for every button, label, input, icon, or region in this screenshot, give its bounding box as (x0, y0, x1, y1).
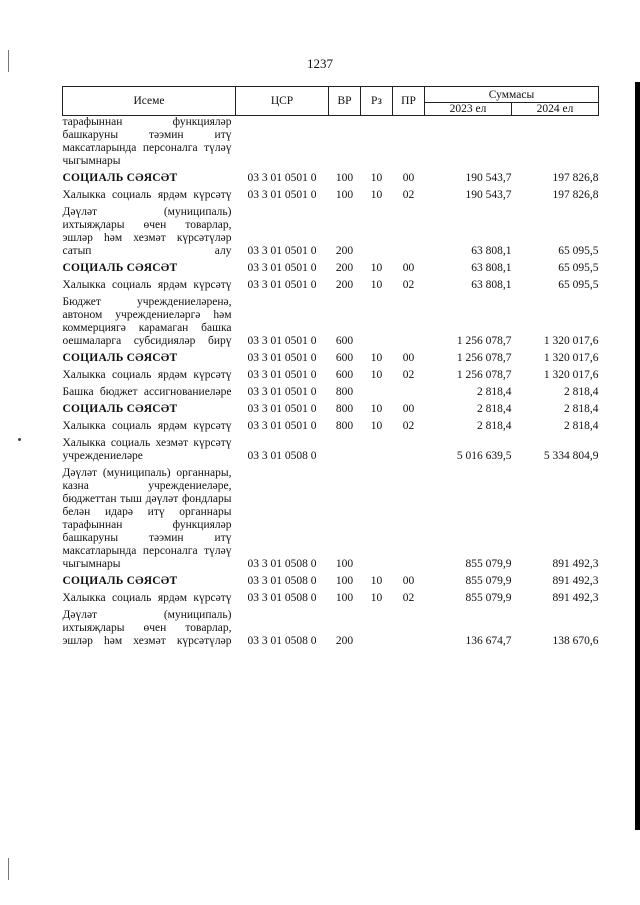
row-vr: 600 (335, 369, 354, 381)
header-year-2024: 2024 ел (512, 103, 599, 116)
row-vr: 100 (335, 558, 354, 570)
scan-edge-mark-top (8, 50, 9, 72)
row-pr (393, 386, 425, 403)
row-csr: 03 3 01 0508 0 (247, 450, 317, 462)
row-vr: 200 (335, 279, 354, 291)
row-sum-2024: 2 818,4 (564, 403, 599, 415)
row-sum-2023: 190 543,7 (465, 189, 512, 201)
row-pr: 02 (402, 369, 415, 381)
row-sum-2024: 891 492,3 (552, 592, 599, 604)
row-csr (236, 116, 329, 173)
row-sum-2023: 855 079,9 (465, 558, 512, 570)
row-csr: 03 3 01 0501 0 (247, 189, 317, 201)
scan-edge-mark-bottom (8, 858, 9, 880)
row-rz (361, 437, 393, 467)
row-rz: 10 (370, 172, 383, 184)
row-sum-2023: 1 256 078,7 (456, 335, 512, 347)
table-row (63, 403, 599, 420)
budget-table (62, 86, 599, 652)
row-csr: 03 3 01 0501 0 (247, 335, 317, 347)
row-name: СОЦИАЛЬ СӘЯСӘТ (62, 352, 178, 364)
row-vr (329, 116, 361, 173)
table-body (63, 116, 599, 653)
row-sum-2024: 2 818,4 (564, 420, 599, 432)
row-vr: 600 (335, 352, 354, 364)
row-pr: 00 (402, 575, 415, 587)
row-name: СОЦИАЛЬ СӘЯСӘТ (62, 172, 178, 184)
table-row (63, 262, 599, 279)
row-vr: 200 (335, 262, 354, 274)
page-number: 1237 (307, 56, 333, 71)
row-csr: 03 3 01 0501 0 (247, 352, 317, 364)
row-pr (393, 609, 425, 652)
table-row (63, 352, 599, 369)
row-name: СОЦИАЛЬ СӘЯСӘТ (62, 262, 178, 274)
table-row (63, 609, 599, 652)
table-row (63, 116, 599, 173)
row-pr (393, 467, 425, 575)
table-row (63, 206, 599, 262)
row-sum-2023: 63 808,1 (471, 262, 512, 274)
row-vr: 100 (335, 189, 354, 201)
row-name: Халыкка социаль ярдәм күрсәтү (62, 189, 232, 201)
row-sum-2023: 2 818,4 (477, 386, 512, 398)
row-rz: 10 (370, 352, 383, 364)
row-sum-2024: 1 320 017,6 (543, 335, 599, 347)
row-vr: 100 (335, 575, 354, 587)
row-vr: 800 (335, 403, 354, 415)
row-rz: 10 (370, 369, 383, 381)
scan-edge-bar (635, 82, 640, 830)
table-row (63, 369, 599, 386)
table-header (63, 87, 599, 116)
row-name: СОЦИАЛЬ СӘЯСӘТ (62, 575, 178, 587)
row-name: Халыкка социаль ярдәм күрсәтү (62, 420, 232, 432)
row-sum-2023: 855 079,9 (465, 575, 512, 587)
table-row (63, 437, 599, 467)
row-vr: 800 (335, 420, 354, 432)
table-row (63, 575, 599, 592)
row-pr: 00 (402, 262, 415, 274)
row-sum-2024: 197 826,8 (552, 172, 599, 184)
row-name: тарафыннан функцияләр башкаруны тәэмин итү максатларында персоналга түләү чыгымнары (62, 116, 232, 167)
table-row (63, 592, 599, 609)
row-csr: 03 3 01 0501 0 (247, 262, 317, 274)
row-rz: 10 (370, 592, 383, 604)
row-pr (393, 116, 425, 173)
row-vr: 100 (335, 172, 354, 184)
row-sum-2023: 1 256 078,7 (456, 369, 512, 381)
row-pr: 02 (402, 420, 415, 432)
row-sum-2024: 891 492,3 (552, 558, 599, 570)
row-pr: 00 (402, 352, 415, 364)
row-csr: 03 3 01 0508 0 (247, 592, 317, 604)
header-year-2023: 2023 ел (425, 103, 512, 116)
row-pr (393, 296, 425, 352)
table-row (63, 172, 599, 189)
table-row (63, 420, 599, 437)
row-pr (393, 206, 425, 262)
row-sum-2024: 197 826,8 (552, 189, 599, 201)
row-sum-2024: 138 670,6 (552, 635, 599, 647)
scan-speck (18, 438, 21, 441)
table-row (63, 467, 599, 575)
row-csr: 03 3 01 0501 0 (247, 279, 317, 291)
row-rz (361, 386, 393, 403)
row-sum-2024: 65 095,5 (558, 245, 599, 257)
row-csr: 03 3 01 0501 0 (247, 245, 317, 257)
row-csr: 03 3 01 0501 0 (247, 420, 317, 432)
row-name: Башка бюджет ассигнованиеләре (62, 386, 232, 398)
row-rz: 10 (370, 262, 383, 274)
row-name: Халыкка социаль хезмәт күрсәтү учреждениеләре (62, 437, 232, 462)
row-name: Бюджет учреждениеләренә, автоном учреждениеләргә һәм коммерциягә карамаган башка оешмаларга субсидияләр бирү (62, 296, 232, 347)
row-rz: 10 (370, 575, 383, 587)
row-csr: 03 3 01 0508 0 (247, 575, 317, 587)
header-rz: Рз (361, 87, 393, 116)
row-rz: 10 (370, 189, 383, 201)
row-sum-2023: 2 818,4 (477, 420, 512, 432)
row-csr: 03 3 01 0501 0 (247, 172, 317, 184)
row-name: Халыкка социаль ярдәм күрсәтү (62, 369, 232, 381)
row-rz (361, 116, 393, 173)
row-sum-2023: 63 808,1 (471, 279, 512, 291)
row-vr: 600 (335, 335, 354, 347)
row-rz (361, 467, 393, 575)
row-name: Дәүләт (муниципаль) ихтыяҗлары өчен товарлар, эшләр һәм хезмәт күрсәтүләр (62, 609, 232, 647)
row-sum-2024: 891 492,3 (552, 575, 599, 587)
header-name: Исеме (63, 87, 236, 116)
row-sum-2023: 2 818,4 (477, 403, 512, 415)
header-csr: ЦСР (236, 87, 329, 116)
row-sum-2024: 5 334 804,9 (543, 450, 599, 462)
row-pr: 02 (402, 592, 415, 604)
row-rz (361, 296, 393, 352)
row-sum-2024: 1 320 017,6 (543, 352, 599, 364)
header-vr: ВР (329, 87, 361, 116)
row-sum-2023: 136 674,7 (465, 635, 512, 647)
header-sums: Суммасы (425, 87, 599, 103)
row-csr: 03 3 01 0501 0 (247, 386, 317, 398)
row-sum-2023: 5 016 639,5 (456, 450, 512, 462)
row-rz (361, 206, 393, 262)
row-name: Дәүләт (муниципаль) ихтыяҗлары өчен товарлар, эшләр һәм хезмәт күрсәтүләр сатып алу (62, 206, 232, 257)
row-rz (361, 609, 393, 652)
row-sum-2024: 65 095,5 (558, 262, 599, 274)
row-sum-2024: 2 818,4 (564, 386, 599, 398)
row-name: Халыкка социаль ярдәм күрсәтү (62, 279, 232, 291)
row-pr: 00 (402, 403, 415, 415)
row-csr: 03 3 01 0501 0 (247, 403, 317, 415)
row-pr: 00 (402, 172, 415, 184)
row-sum-2024: 65 095,5 (558, 279, 599, 291)
row-vr: 100 (335, 592, 354, 604)
row-sum-2023: 855 079,9 (465, 592, 512, 604)
row-sum-2023 (425, 116, 512, 173)
row-name: СОЦИАЛЬ СӘЯСӘТ (62, 403, 178, 415)
header-pr: ПР (393, 87, 425, 116)
row-pr: 02 (402, 279, 415, 291)
row-vr: 200 (335, 635, 354, 647)
row-name: Дәүләт (муниципаль) органнары, казна учреждениеләре, бюджеттан тыш дәүләт фондлары белән идарә итү органнары тарафыннан функцияләр башкаруны тәэмин итү максатларында персоналга түләү чыгымнары (62, 467, 232, 570)
table-row (63, 296, 599, 352)
table-row (63, 279, 599, 296)
row-csr: 03 3 01 0501 0 (247, 369, 317, 381)
row-csr: 03 3 01 0508 0 (247, 635, 317, 647)
row-sum-2023: 63 808,1 (471, 245, 512, 257)
row-sum-2024 (512, 116, 599, 173)
row-pr: 02 (402, 189, 415, 201)
row-sum-2023: 1 256 078,7 (456, 352, 512, 364)
row-rz: 10 (370, 420, 383, 432)
row-vr: 200 (335, 245, 354, 257)
row-rz: 10 (370, 403, 383, 415)
row-rz: 10 (370, 279, 383, 291)
table-row (63, 189, 599, 206)
row-csr: 03 3 01 0508 0 (247, 558, 317, 570)
row-vr: 800 (335, 386, 354, 398)
row-vr (329, 437, 361, 467)
row-sum-2023: 190 543,7 (465, 172, 512, 184)
row-name: Халыкка социаль ярдәм күрсәтү (62, 592, 232, 604)
table-row (63, 386, 599, 403)
row-sum-2024: 1 320 017,6 (543, 369, 599, 381)
row-pr (393, 437, 425, 467)
